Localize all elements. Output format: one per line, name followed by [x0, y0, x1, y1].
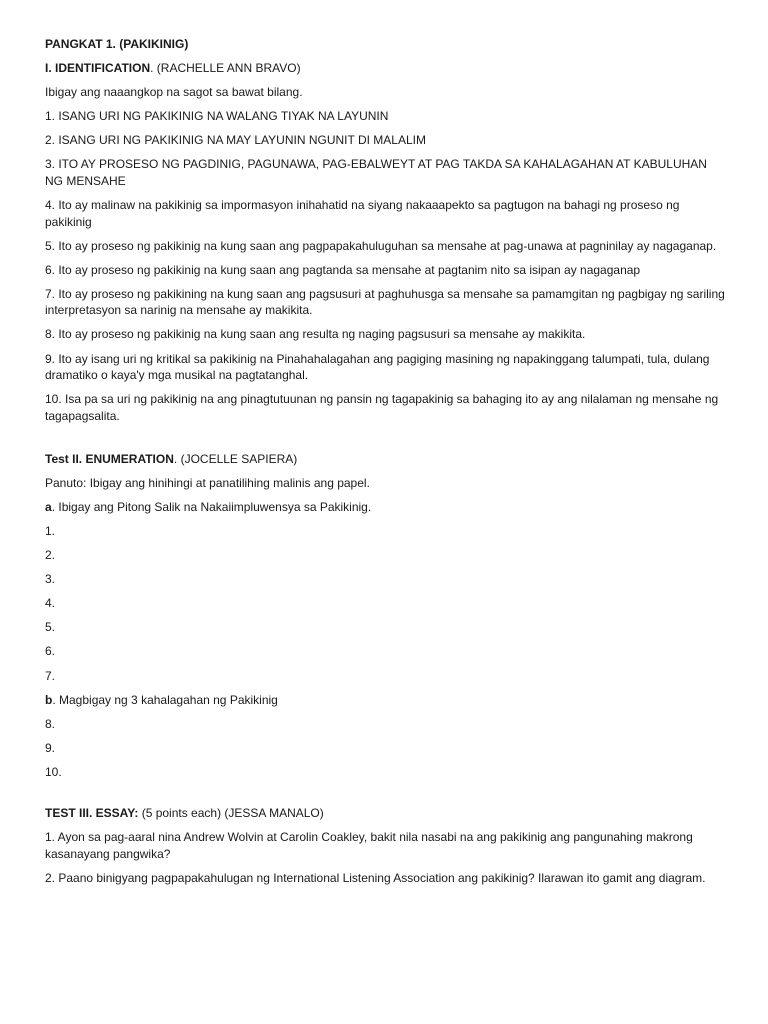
test1-item-1: 1. ISANG URI NG PAKIKINIG NA WALANG TIYAK NA LAYUNIN [45, 109, 389, 124]
answer-line-4: 4. [45, 596, 56, 611]
test1-item-3: 3. ITO AY PROSESO NG PAGDINIG, PAGUNAWA, PAG-EBALWEYT AT PAG TAKDA SA KAHALAGAHAN AT KABULUHAN NG MENSAHE [45, 157, 707, 188]
test1-item-8: 8. Ito ay proseso ng pakikinig na kung saan ang resulta ng naging pagsusuri sa mensahe ay makikita. [45, 327, 586, 342]
document-title: PANGKAT 1. (PAKIKINIG) [45, 37, 189, 51]
test2-part-a-letter: a [45, 499, 52, 514]
test2-heading [45, 451, 728, 468]
test2-part-a-text: . Ibigay ang Pitong Salik na Nakaiimpluwensya sa Pakikinig. [51, 499, 372, 514]
test3-item-1: 1. Ayon sa pag-aaral nina Andrew Wolvin at Carolin Coakley, bakit nila nasabi na ang pakikinig ang pangunahing makrong kasanayang pangwika? [45, 830, 693, 861]
answer-line-7: 7. [45, 668, 56, 683]
section-spacer [45, 432, 728, 451]
test3-heading-label: TEST III. ESSAY: [45, 806, 139, 821]
section-spacer [45, 788, 728, 805]
test1-item-10: 10. Isa pa sa uri ng pakikinig na ang pinagtutuunan ng pansin ng tagapakinig sa bahaging ito ay ang nilalaman ng mensahe ng tagapagsalita. [45, 392, 719, 423]
answer-line-8: 8. [45, 716, 56, 731]
test1-heading [45, 60, 728, 77]
test3-heading [45, 805, 728, 822]
test1-instruction: Ibigay ang naaangkop na sagot sa bawat bilang. [45, 85, 303, 100]
test1-heading-label: I. IDENTIFICATION [45, 61, 151, 76]
test1-item-2: 2. ISANG URI NG PAKIKINIG NA MAY LAYUNIN NGUNIT DI MALALIM [45, 133, 426, 148]
answer-line-2: 2. [45, 548, 56, 563]
test3-heading-author: (5 points each) (JESSA MANALO) [138, 806, 324, 821]
test2-heading-label: Test II. ENUMERATION [45, 451, 174, 466]
answer-line-9: 9. [45, 740, 56, 755]
test2-instruction: Panuto: Ibigay ang hinihingi at panatilihing malinis ang papel. [45, 475, 370, 490]
test1-item-5: 5. Ito ay proseso ng pakikinig na kung saan ang pagpapakahuluguhan sa mensahe at pag-unawa at pagninilay ay nagaganap. [45, 238, 717, 253]
answer-line-5: 5. [45, 620, 56, 635]
test2-heading-author: . (JOCELLE SAPIERA) [173, 451, 298, 466]
answer-line-10: 10. [45, 764, 62, 779]
test2-part-b-letter: b [45, 692, 53, 707]
test1-item-4: 4. Ito ay malinaw na pakikinig sa impormasyon inihahatid na siyang nakaaapekto sa pagtugon na bahagi ng proseso ng pakikinig [45, 198, 680, 229]
test2-part-a [45, 499, 728, 516]
answer-line-1: 1. [45, 524, 56, 538]
test1-item-6: 6. Ito ay proseso ng pakikinig na kung saan ang pagtanda sa mensahe at pagtanim nito sa isipan ay nagaganap [45, 262, 641, 277]
answer-line-6: 6. [45, 644, 56, 659]
test2-part-b [45, 692, 728, 709]
test1-item-9: 9. Ito ay isang uri ng kritikal sa pakikinig na Pinahahalagahan ang pagiging masining ng napakinggang talumpati, tula, dulang dramatiko o kaya'y mga musikal na pagtatanghal. [45, 351, 710, 383]
answer-line-3: 3. [45, 572, 56, 587]
test1-item-7: 7. Ito ay proseso ng pakikining na kung saan ang pagsusuri at paghuhusga sa mensahe sa pamamgitan ng pagbigay ng sariling interpretasyon sa narinig na mensahe ay makikita. [45, 286, 725, 318]
test2-part-b-text: . Magbigay ng 3 kahalagahan ng Pakikinig [52, 692, 278, 707]
test1-heading-author: . (RACHELLE ANN BRAVO) [150, 61, 301, 76]
test3-item-2: 2. Paano binigyang pagpapakahulugan ng International Listening Association ang pakikinig? Ilarawan ito gamit ang diagram. [45, 870, 706, 885]
